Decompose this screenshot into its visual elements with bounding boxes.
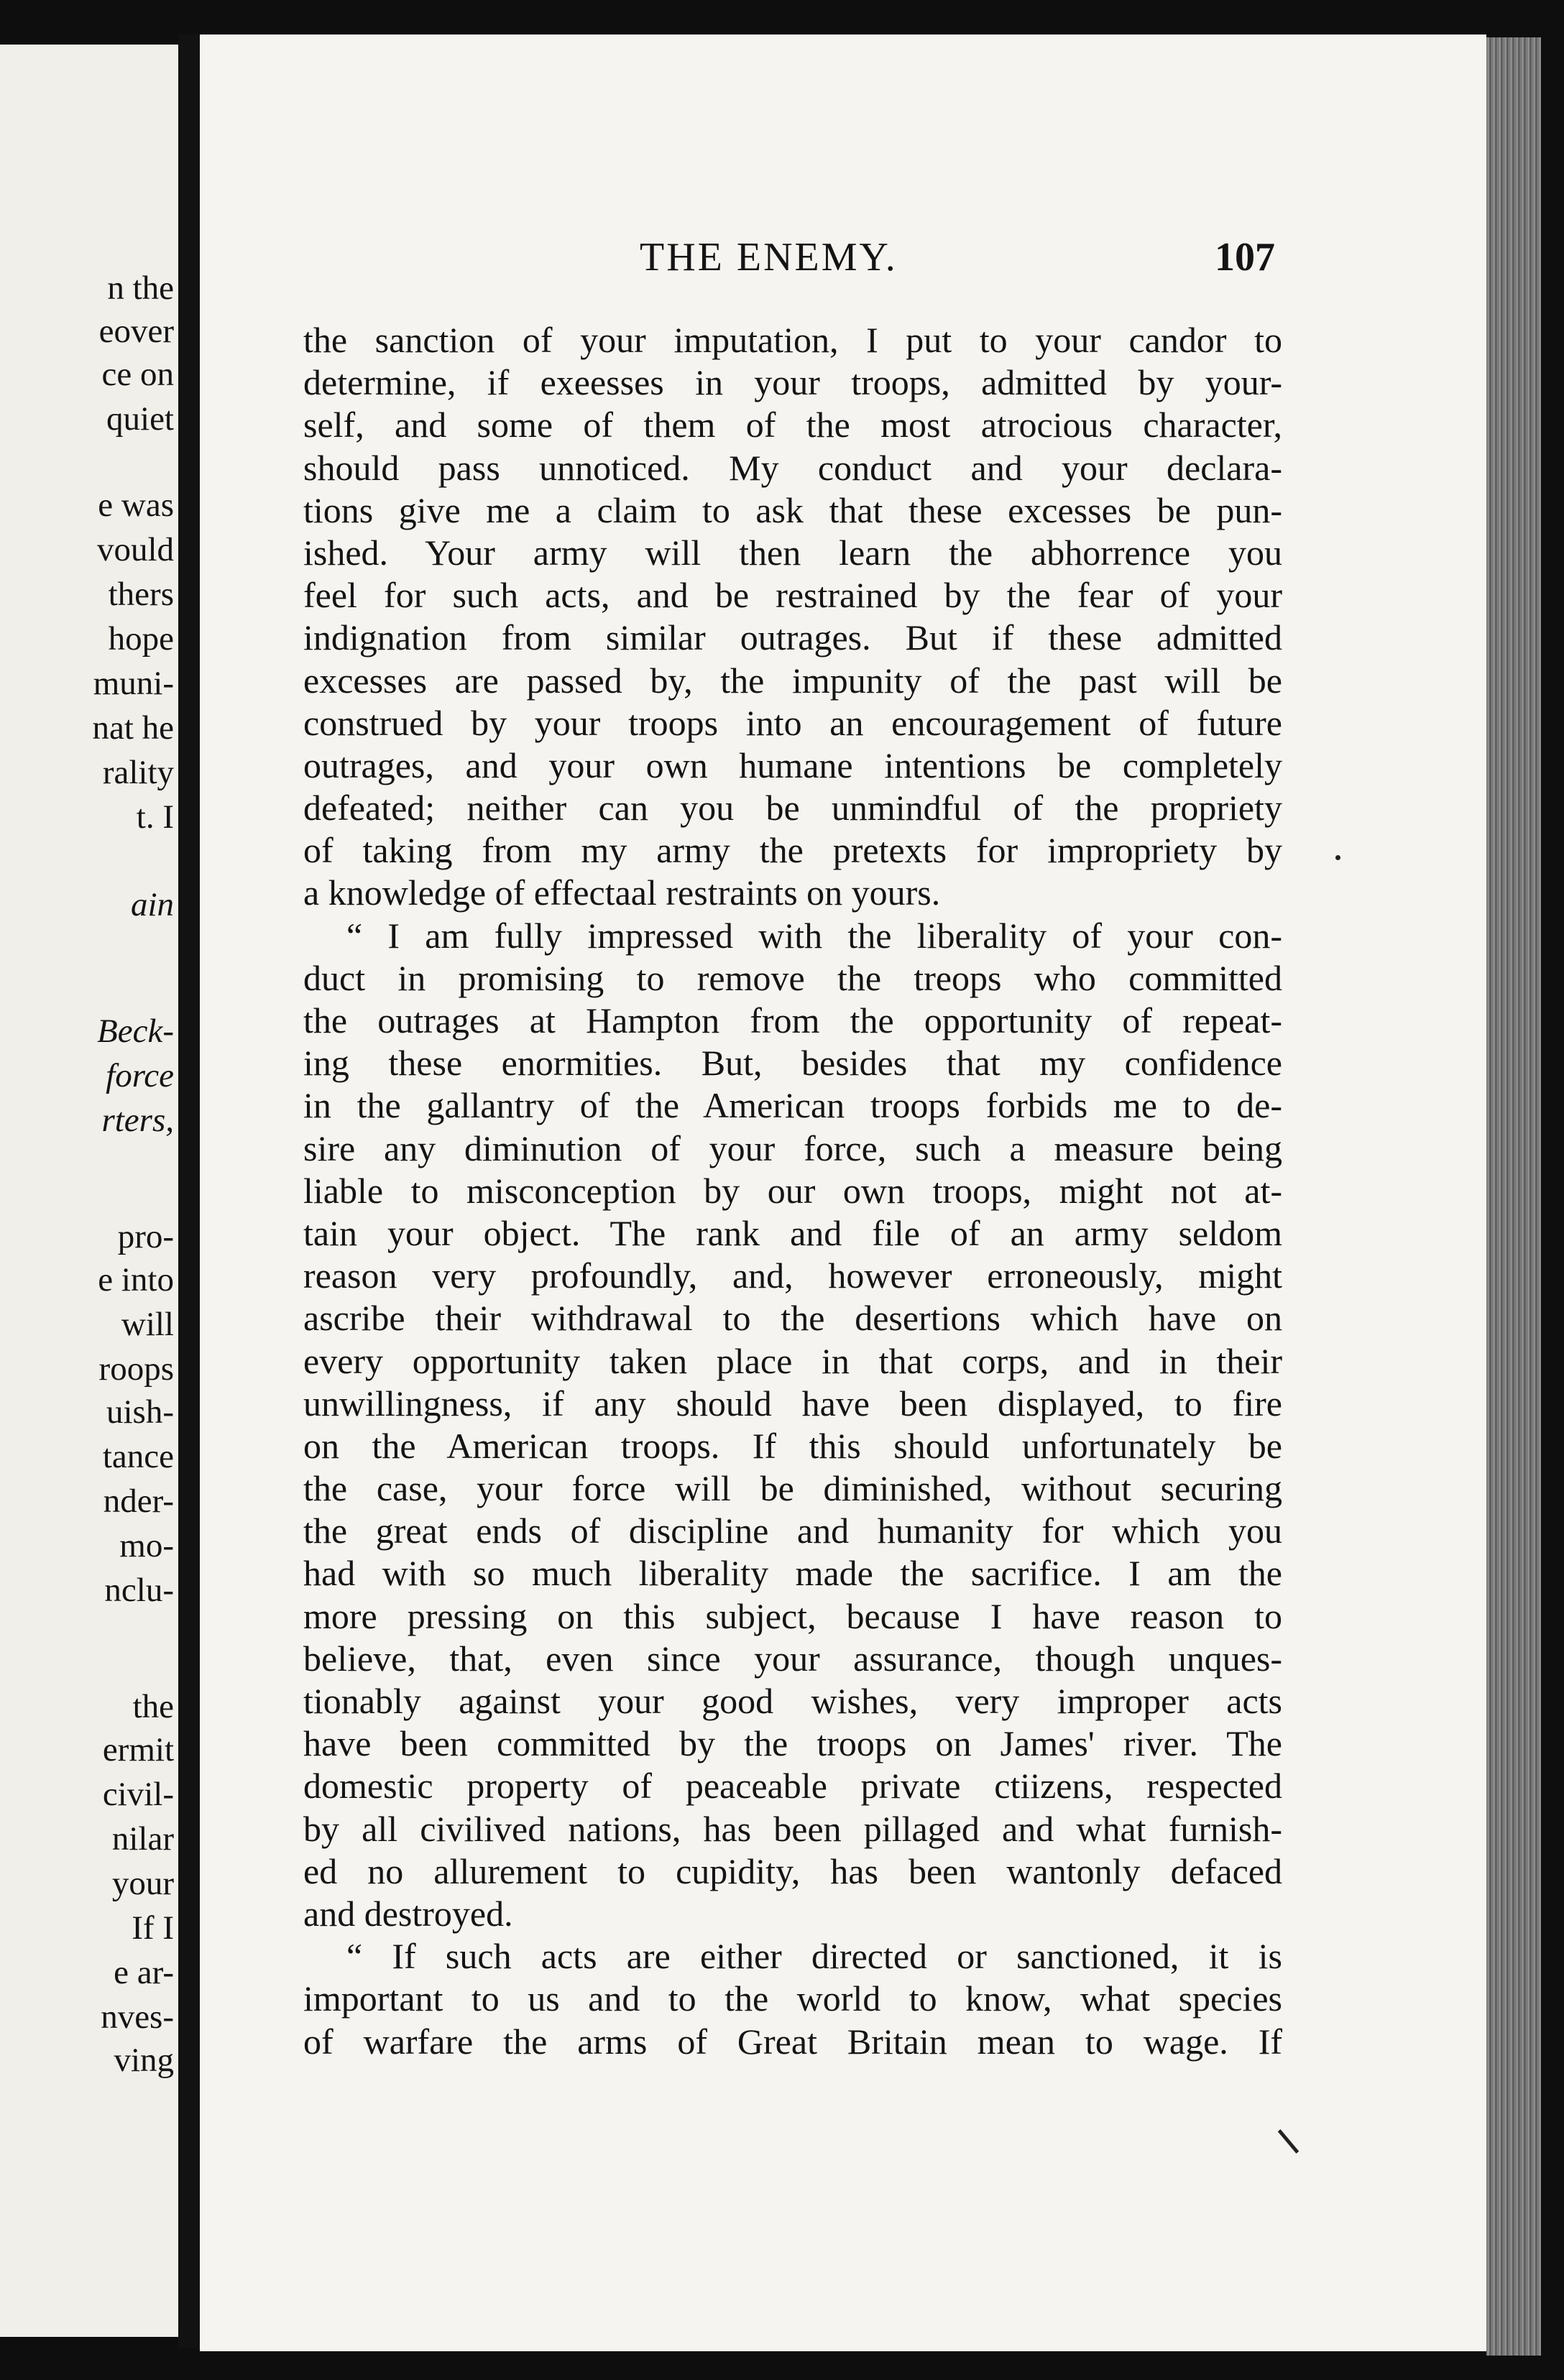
- text-line: excesses are passed by, the impunity of the past will be: [303, 660, 1282, 701]
- facing-page-line: e was: [98, 486, 174, 524]
- page-number: 107: [1215, 235, 1275, 280]
- facing-page-line: will: [121, 1306, 174, 1343]
- text-line: ing these enormities. But, besides that my confidence: [303, 1043, 1282, 1084]
- facing-page-line: nves-: [101, 1998, 174, 2036]
- facing-page-line: thers: [108, 576, 174, 613]
- facing-page-line: your: [111, 1865, 174, 1902]
- text-line: defeated; neither can you be unmindful of the propriety: [303, 788, 1282, 829]
- running-head: THE ENEMY.: [640, 235, 898, 280]
- text-line: the outrages at Hampton from the opportunity of repeat-: [303, 1000, 1282, 1041]
- facing-page-line: civil-: [102, 1776, 174, 1813]
- facing-page-line: roops: [98, 1350, 174, 1388]
- fore-edge: [1486, 37, 1541, 2356]
- text-line: the sanction of your imputation, I put to your candor to: [303, 320, 1282, 360]
- text-line: and destroyed.: [303, 1893, 513, 1934]
- text-line: a knowledge of effectaal restraints on yours.: [303, 872, 941, 913]
- body-text: [303, 319, 1282, 2063]
- facing-page-line: n the: [107, 269, 174, 307]
- text-line: of taking from my army the pretexts for impropriety by: [303, 830, 1282, 871]
- text-line: important to us and to the world to know, what species: [303, 1978, 1282, 2019]
- facing-page-line: force: [106, 1057, 174, 1094]
- text-line: tions give me a claim to ask that these excesses be pun-: [303, 489, 1282, 530]
- facing-page-line: rality: [102, 754, 174, 791]
- book-gutter: [178, 34, 200, 2348]
- facing-page-line: vould: [96, 531, 174, 568]
- text-line: unwillingness, if any should have been displayed, to fire: [303, 1383, 1282, 1424]
- text-line: liable to misconception by our own troops, might not at-: [303, 1170, 1282, 1211]
- text-line: had with so much liberality made the sacrifice. I am the: [303, 1553, 1282, 1594]
- text-line: duct in promising to remove the treops who committed: [303, 957, 1282, 998]
- text-line: tionably against your good wishes, very improper acts: [303, 1681, 1282, 1721]
- facing-page-line: hope: [108, 620, 174, 658]
- text-line: every opportunity taken place in that corps, and in their: [303, 1340, 1282, 1381]
- text-line: ed no allurement to cupidity, has been wantonly defaced: [303, 1850, 1282, 1891]
- facing-page-line: quiet: [106, 400, 174, 438]
- facing-page-line: nder-: [103, 1482, 174, 1520]
- text-line: tain your object. The rank and file of an army seldom: [303, 1212, 1282, 1253]
- facing-page-line: e into: [98, 1261, 174, 1299]
- text-line: on the American troops. If this should unfortunately be: [303, 1425, 1282, 1466]
- text-line: determine, if exeesses in your troops, admitted by your-: [303, 362, 1282, 403]
- text-line: reason very profoundly, and, however erroneously, might: [303, 1255, 1282, 1296]
- text-line: should pass unnoticed. My conduct and your declara-: [303, 447, 1282, 488]
- text-line: by all civilived nations, has been pillaged and what furnish-: [303, 1808, 1282, 1849]
- text-line: more pressing on this subject, because I have reason to: [303, 1595, 1282, 1636]
- facing-page-line: nclu-: [104, 1572, 174, 1609]
- facing-page-line: mo-: [119, 1527, 174, 1564]
- facing-page-line: tance: [102, 1438, 174, 1475]
- facing-page-line: eover: [98, 313, 174, 350]
- facing-page-line: nilar: [111, 1820, 174, 1858]
- facing-page-line: nat he: [92, 709, 174, 747]
- text-line: the great ends of discipline and humanity for which you: [303, 1510, 1282, 1551]
- facing-page-line: ce on: [101, 356, 174, 393]
- facing-page-line: uish-: [106, 1393, 174, 1431]
- text-line: ascribe their withdrawal to the desertions which have on: [303, 1298, 1282, 1339]
- text-line: self, and some of them of the most atrocious character,: [303, 405, 1282, 446]
- text-line: the case, your force will be diminished, without securing: [303, 1468, 1282, 1509]
- text-line: domestic property of peaceable private ctiizens, respected: [303, 1766, 1282, 1807]
- facing-page-fragment: [0, 45, 178, 2337]
- facing-page-line: pro-: [117, 1218, 174, 1255]
- facing-page-line: ain: [130, 886, 174, 923]
- facing-page-line: rters,: [101, 1102, 174, 1139]
- facing-page-line: the: [132, 1688, 174, 1725]
- text-line: have been committed by the troops on James' river. The: [303, 1723, 1282, 1764]
- text-line: outrages, and your own humane intentions be completely: [303, 744, 1282, 785]
- text-line: construed by your troops into an encouragement of future: [303, 702, 1282, 743]
- text-line: indignation from similar outrages. But if these admitted: [303, 617, 1282, 658]
- ink-speck: [1335, 855, 1340, 860]
- facing-page-line: ermit: [102, 1731, 174, 1768]
- facing-page-line: e ar-: [114, 1954, 174, 1991]
- text-line: of warfare the arms of Great Britain mean to wage. If: [303, 2021, 1282, 2062]
- text-line: “ If such acts are either directed or sanctioned, it is: [346, 1936, 1282, 1977]
- text-line: believe, that, even since your assurance, though unques-: [303, 1638, 1282, 1679]
- text-line: in the gallantry of the American troops forbids me to de-: [303, 1085, 1282, 1126]
- facing-page-line: t. I: [136, 798, 174, 836]
- text-line: feel for such acts, and be restrained by the fear of your: [303, 575, 1282, 616]
- text-line: sire any diminution of your force, such a measure being: [303, 1127, 1282, 1168]
- facing-page-line: ving: [114, 2042, 174, 2079]
- text-line: ished. Your army will then learn the abhorrence you: [303, 532, 1282, 573]
- facing-page-line: If I: [132, 1909, 174, 1947]
- text-line: “ I am fully impressed with the liberality of your con-: [346, 915, 1282, 956]
- facing-page-line: muni-: [93, 665, 174, 702]
- facing-page-line: Beck-: [97, 1013, 174, 1050]
